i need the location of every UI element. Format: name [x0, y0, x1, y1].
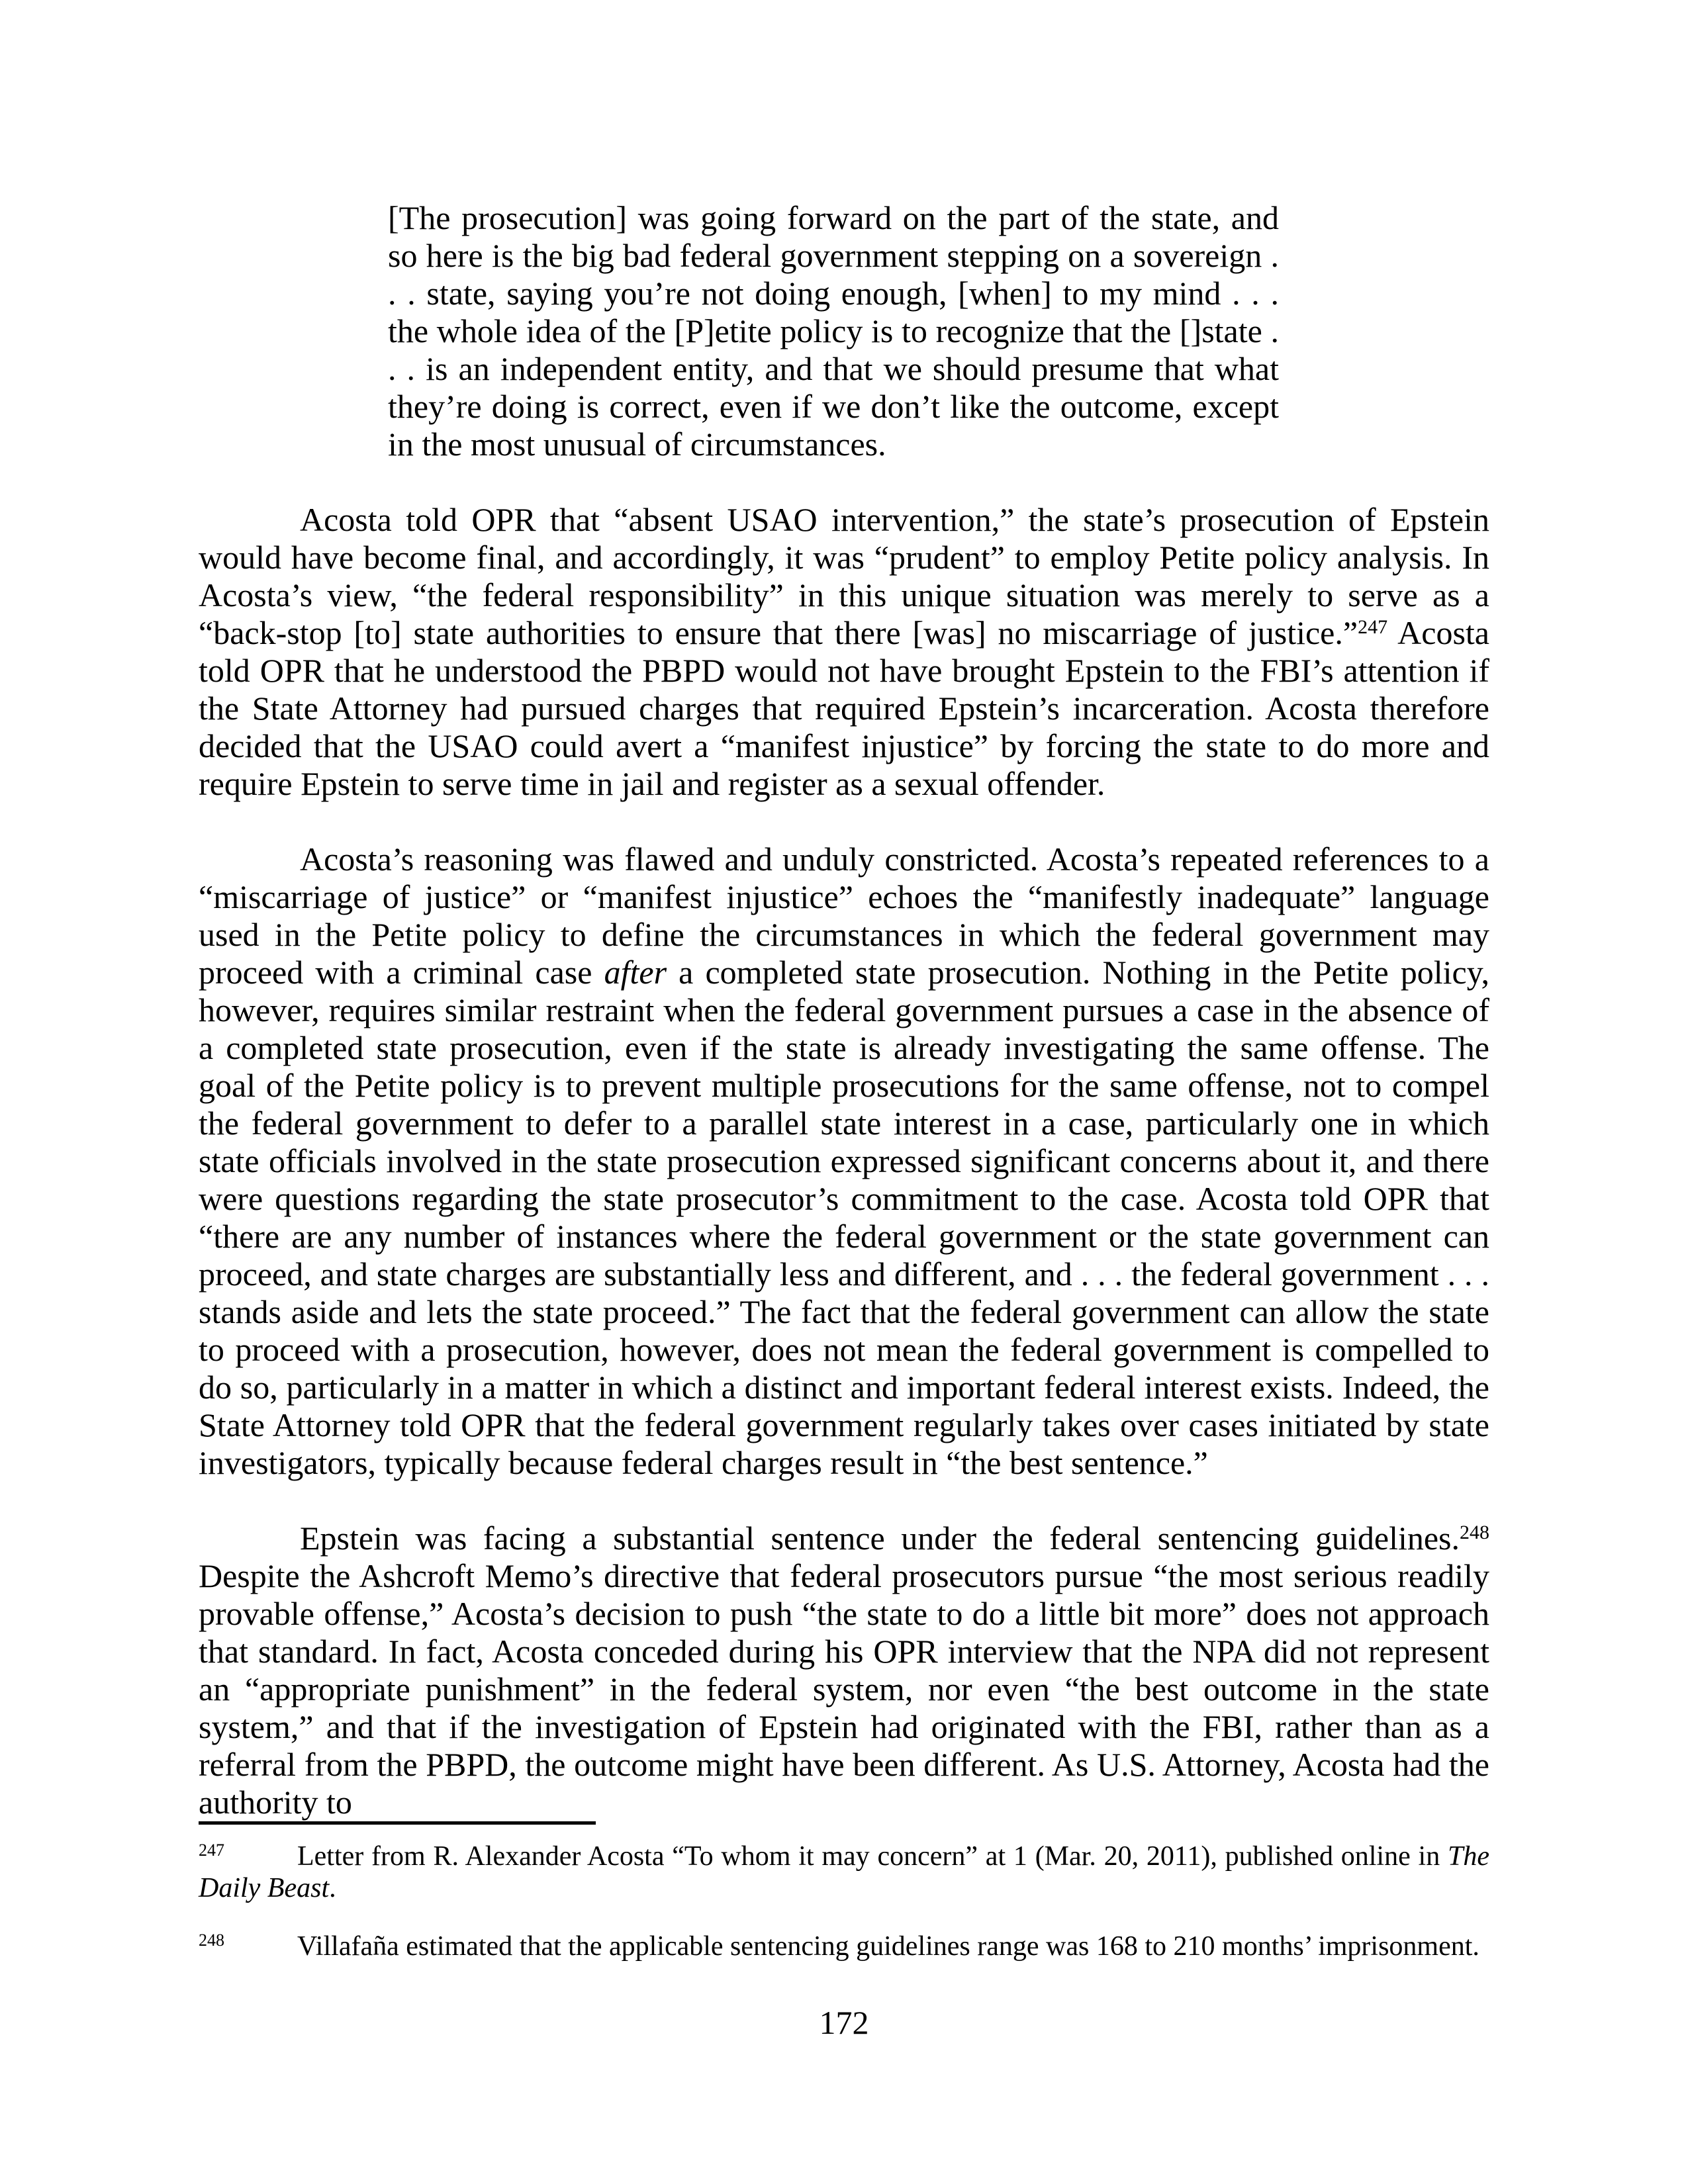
page-number-text: 172: [819, 2004, 869, 2041]
footnote-248: [199, 1931, 1489, 1962]
paragraph-2-text-continued: a completed state prosecution. Nothing in the Petite policy, however, requires similar restraint when the federal government pursues a case in the absence of a completed state prosecution, even if the state is already investigating the same offense. The goal of the Petite policy is to prevent multiple prosecutions for the same offense, not to compel the federal government to defer to a parallel state interest in a case, particularly one in which state officials involved in the state prosecution expressed significant concerns about it, and there were questions regarding the state prosecutor’s commitment to the case. Acosta told OPR that “there are any number of instances where the federal government or the state government can proceed, and state charges are substantially less and different, and . . . the federal government . . . stands aside and lets the state proceed.” The fact that the federal government can allow the state to proceed with a prosecution, however, does not mean the federal government is compelled to do so, particularly in a matter in which a distinct and important federal interest exists. Indeed, the State Attorney told OPR that the federal government regularly takes over cases initiated by state investigators, typically because federal charges result in “the best sentence.”: [199, 954, 1489, 1481]
paragraph-1-text-continued: Acosta told OPR that he understood the PBPD would not have brought Epstein to the FBI’s attention if the State Attorney had pursued charges that required Epstein’s incarceration. Acosta therefore decided that the USAO could avert a “manifest injustice” by forcing the state to do more and require Epstein to serve time in jail and register as a sexual offender.: [199, 614, 1489, 802]
footnote-area: [199, 1821, 1489, 1962]
paragraph-2-text: Acosta’s reasoning was flawed and unduly constricted. Acosta’s repeated references to a “miscarriage of justice” or “manifest injustice” echoes the “manifestly inadequate” language used in the Petite policy to define the circumstances in which the federal government may proceed with a criminal case: [199, 841, 1489, 991]
footnote-separator: [199, 1821, 596, 1825]
body-paragraph-3: [199, 1520, 1489, 1821]
body-paragraph-2: [199, 841, 1489, 1482]
footnote-tab-spacer: [224, 1954, 297, 1955]
footnote-247-number: 247: [199, 1840, 224, 1860]
footnote-247-text: Letter from R. Alexander Acosta “To whom it may concern” at 1 (Mar. 20, 2011), published online in: [297, 1841, 1448, 1872]
page-body: [199, 199, 1489, 1821]
block-quote-text: [The prosecution] was going forward on the part of the state, and so here is the big bad federal government stepping on a sovereign . . . state, saying you’re not doing enough, [when] to my mind . . . the whole idea of the [P]etite policy is to recognize that the []state . . . is an independent entity, and that we should presume that what they’re doing is correct, even if we don’t like the outcome, except in the most unusual of circumstances.: [388, 199, 1279, 463]
paragraph-3-text-continued: Despite the Ashcroft Memo’s directive that federal prosecutors pursue “the most serious readily provable offense,” Acosta’s decision to push “the state to do a little bit more” does not approach that standard. In fact, Acosta conceded during his OPR interview that the NPA did not represent an “appropriate punishment” in the federal system, nor even “the best outcome in the state system,” and that if the investigation of Epstein had originated with the FBI, rather than as a referral from the PBPD, the outcome might have been different. As U.S. Attorney, Acosta had the authority to: [199, 1557, 1489, 1821]
italic-word-after: after: [604, 954, 667, 991]
footnote-ref-248: 248: [1460, 1521, 1489, 1543]
paragraph-3-text: Epstein was facing a substantial sentence under the federal sentencing guidelines.: [300, 1520, 1460, 1557]
paragraph-1-text: Acosta told OPR that “absent USAO intervention,” the state’s prosecution of Epstein would have become final, and accordingly, it was “prudent” to employ Petite policy analysis. In Acosta’s view, “the federal responsibility” in this unique situation was merely to serve as a “back-stop [to] state authorities to ensure that there [was] no miscarriage of justice.”: [199, 501, 1489, 651]
footnote-tab-spacer: [224, 1864, 297, 1865]
footnote-248-number: 248: [199, 1930, 224, 1950]
page-number: [0, 2004, 1688, 2042]
block-quote: [388, 199, 1279, 463]
footnote-ref-247: 247: [1358, 615, 1388, 638]
footnote-247-text-end: .: [329, 1873, 336, 1903]
body-paragraph-1: [199, 501, 1489, 803]
footnote-247: [199, 1841, 1489, 1904]
italic-daily-beast: The Daily Beast: [199, 1841, 1489, 1903]
footnote-248-text: Villafaña estimated that the applicable sentencing guidelines range was 168 to 210 months’ imprisonment.: [297, 1931, 1479, 1962]
